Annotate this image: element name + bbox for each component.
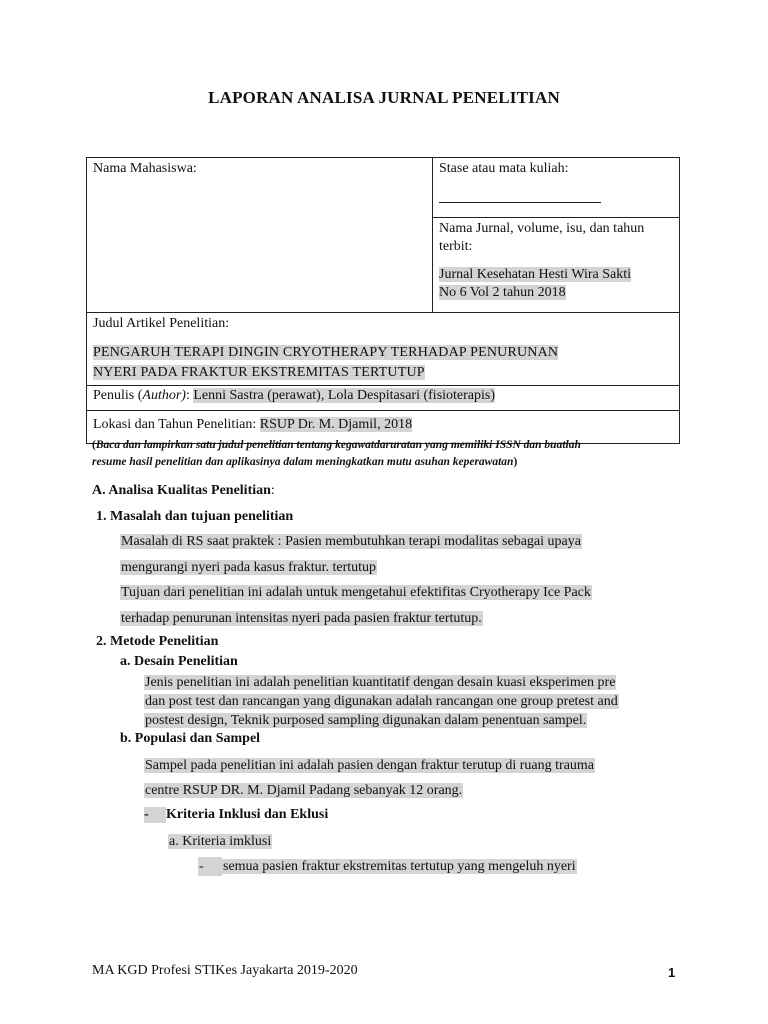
kriteria-heading xyxy=(144,807,328,823)
jurnal-value-line-2: No 6 Vol 2 tahun 2018 xyxy=(439,284,566,300)
instruction-note xyxy=(92,437,682,471)
item-2-heading: 2. Metode Penelitian xyxy=(96,634,219,649)
cell-nama-mahasiswa xyxy=(87,158,433,313)
kriteria-heading-text: Kriteria Inklusi dan Eklusi xyxy=(166,807,329,822)
item-1-line-4: terhadap penurunan intensitas nyeri pada pasien fraktur tertutup. xyxy=(121,611,482,626)
item-2a-line-2: dan post test dan rancangan yang digunakan adalah rancangan one group pretest and xyxy=(145,694,618,709)
judul-value-line-2: NYERI PADA FRAKTUR EKSTREMITAS TERTUTUP xyxy=(93,365,425,380)
judul-label: Judul Artikel Penelitian: xyxy=(93,316,230,331)
note-open-paren: ( xyxy=(92,439,96,451)
item-1-line-1: Masalah di RS saat praktek : Pasien membutuhkan terapi modalitas sebagai upaya xyxy=(121,534,581,549)
note-line-1: Baca dan lampirkan satu judul penelitian tentang kegawatdaruratan yang memiliki ISSN dan buatlah xyxy=(95,439,581,451)
item-2b-heading: b. Populasi dan Sampel xyxy=(120,731,261,746)
kriteria-dash: - xyxy=(144,807,166,823)
inklusi-dash: - xyxy=(198,857,222,876)
item-1-line-3: Tujuan dari penelitian ini adalah untuk mengetahui efektifitas Cryotherapy Ice Pack xyxy=(121,585,591,600)
penulis-label-pre: Penulis ( xyxy=(93,388,143,403)
cell-nama-jurnal xyxy=(433,217,680,312)
jurnal-label-line-1: Nama Jurnal, volume, isu, dan tahun xyxy=(439,220,645,236)
page-number: 1 xyxy=(668,965,676,980)
note-line-2: resume hasil penelitian dan aplikasinya dalam meningkatkan mutu asuhan keperawatan xyxy=(92,456,514,468)
journal-info-table xyxy=(86,157,680,444)
item-2b-line-2: centre RSUP DR. M. Djamil Padang sebanyak 12 orang. xyxy=(145,783,463,798)
lokasi-value: RSUP Dr. M. Djamil, 2018 xyxy=(259,417,413,432)
penulis-label-post: : xyxy=(185,388,194,403)
inklusi-item-text: semua pasien fraktur ekstremitas tertutup yang mengeluh nyeri xyxy=(223,859,576,874)
cell-stase xyxy=(433,158,680,218)
inklusi-heading: a. Kriteria imklusi xyxy=(169,834,272,849)
footer-text: MA KGD Profesi STIKes Jayakarta 2019-2020 xyxy=(92,963,358,978)
item-1-heading: 1. Masalah dan tujuan penelitian xyxy=(96,509,294,524)
stase-label: Stase atau mata kuliah: xyxy=(439,161,569,176)
nama-mahasiswa-label: Nama Mahasiswa: xyxy=(93,161,197,176)
item-2b-line-1: Sampel pada penelitian ini adalah pasien dengan fraktur terutup di ruang trauma xyxy=(145,758,595,773)
stase-blank-line xyxy=(439,188,601,203)
penulis-value: Lenni Sastra (perawat), Lola Despitasari (fisioterapis) xyxy=(193,388,496,403)
item-2a-line-1: Jenis penelitian ini adalah penelitian kuantitatif dengan desain kuasi eksperimen pre xyxy=(145,675,616,690)
note-close-paren: ) xyxy=(513,456,518,468)
cell-judul-artikel xyxy=(87,313,680,386)
cell-penulis xyxy=(87,386,680,411)
penulis-label-author: Author) xyxy=(142,388,186,403)
section-a-colon: : xyxy=(270,483,275,498)
item-2a-heading: a. Desain Penelitian xyxy=(120,654,238,669)
jurnal-value-line-1: Jurnal Kesehatan Hesti Wira Sakti xyxy=(439,266,632,282)
item-2a-line-3: postest design, Teknik purposed sampling digunakan dalam penentuan sampel. xyxy=(145,713,587,728)
jurnal-label-line-2: terbit: xyxy=(439,238,473,254)
lokasi-label: Lokasi dan Tahun Penelitian: xyxy=(93,417,260,432)
document-title: LAPORAN ANALISA JURNAL PENELITIAN xyxy=(208,88,560,107)
inklusi-item xyxy=(198,857,577,876)
judul-value-line-1: PENGARUH TERAPI DINGIN CRYOTHERAPY TERHADAP PENURUNAN xyxy=(93,345,559,360)
section-a-label: A. Analisa Kualitas Penelitian xyxy=(92,483,271,498)
item-1-line-2: mengurangi nyeri pada kasus fraktur. tertutup xyxy=(121,560,377,575)
section-a-heading xyxy=(92,483,275,499)
